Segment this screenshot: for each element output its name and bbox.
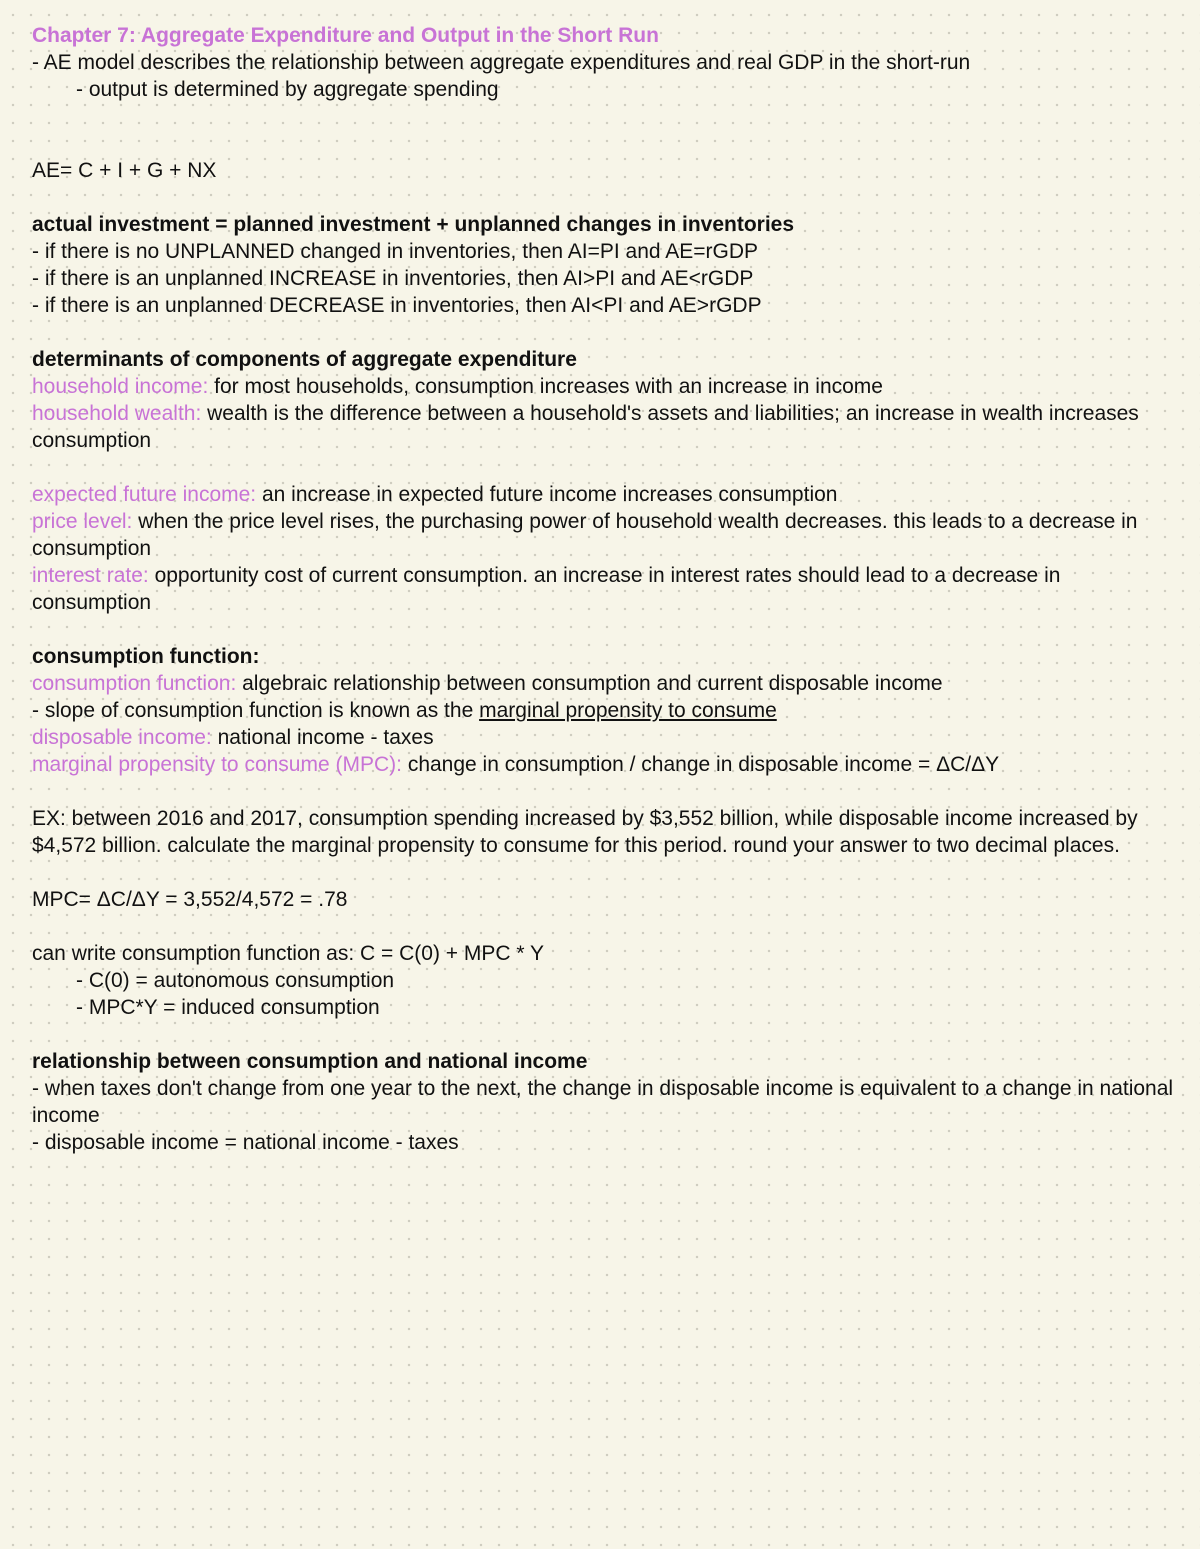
spacer	[32, 913, 1180, 940]
term-definition: when the price level rises, the purchasing power of household wealth decreases. this leads to a decrease in consumption	[32, 510, 1138, 560]
investment-bullet-1: - if there is no UNPLANNED changed in inventories, then AI=PI and AE=rGDP	[32, 240, 759, 263]
mpc-definition	[32, 751, 1180, 778]
term-definition: change in consumption / change in disposable income = ΔC/ΔY	[401, 753, 1000, 776]
intro-line-1: - AE model describes the relationship between aggregate expenditures and real GDP in the short-run	[32, 51, 971, 74]
example-problem: EX: between 2016 and 2017, consumption spending increased by $3,552 billion, while disposable income increased by $4,572 billion. calculate the marginal propensity to consume for this period. round your answer to two decimal places.	[32, 807, 1138, 857]
term-label: disposable income:	[32, 726, 212, 749]
term-label: household income:	[32, 375, 209, 398]
term-definition: opportunity cost of current consumption. an increase in interest rates should lead to a decrease in consumption	[32, 564, 1061, 614]
determinant-price-level	[32, 508, 1180, 562]
term-definition: an increase in expected future income increases consumption	[256, 483, 838, 506]
spacer	[32, 319, 1180, 346]
spacer	[32, 184, 1180, 211]
consumption-function-form: can write consumption function as: C = C(0) + MPC * Y	[32, 942, 544, 965]
slope-line	[32, 697, 1180, 724]
term-definition: for most households, consumption increases with an increase in income	[208, 375, 883, 398]
disposable-income-definition	[32, 724, 1180, 751]
ae-formula: AE= C + I + G + NX	[32, 159, 217, 182]
spacer	[32, 454, 1180, 481]
relationship-bullet-2: - disposable income = national income - taxes	[32, 1131, 459, 1154]
term-label: interest rate:	[32, 564, 149, 587]
spacer	[32, 859, 1180, 886]
term-label: price level:	[32, 510, 133, 533]
autonomous-consumption: - C(0) = autonomous consumption	[76, 969, 395, 992]
term-label: consumption function:	[32, 672, 237, 695]
spacer	[32, 616, 1180, 643]
term-label: household wealth:	[32, 402, 202, 425]
determinant-expected-future-income	[32, 481, 1180, 508]
term-definition: national income - taxes	[211, 726, 434, 749]
spacer	[32, 1021, 1180, 1048]
slope-underlined-term: marginal propensity to consume	[479, 699, 777, 722]
determinants-heading: determinants of components of aggregate expenditure	[32, 348, 577, 371]
slope-prefix: - slope of consumption function is known as the	[32, 699, 480, 722]
spacer	[32, 103, 1180, 157]
term-definition: algebraic relationship between consumption and current disposable income	[236, 672, 943, 695]
determinant-household-wealth	[32, 400, 1180, 454]
intro-line-2: - output is determined by aggregate spending	[76, 78, 499, 101]
term-definition: wealth is the difference between a household's assets and liabilities; an increase in wealth increases consumption	[32, 402, 1139, 452]
consumption-function-definition	[32, 670, 1180, 697]
chapter-title: Chapter 7: Aggregate Expenditure and Output in the Short Run	[32, 24, 659, 47]
relationship-heading: relationship between consumption and national income	[32, 1050, 588, 1073]
determinant-interest-rate	[32, 562, 1180, 616]
investment-heading: actual investment = planned investment + unplanned changes in inventories	[32, 213, 795, 236]
relationship-bullet-1: - when taxes don't change from one year to the next, the change in disposable income is equivalent to a change in national income	[32, 1077, 1174, 1127]
investment-bullet-2: - if there is an unplanned INCREASE in inventories, then AI>PI and AE<rGDP	[32, 267, 754, 290]
term-label: marginal propensity to consume (MPC):	[32, 753, 402, 776]
spacer	[32, 778, 1180, 805]
determinant-household-income	[32, 373, 1180, 400]
term-label: expected future income:	[32, 483, 257, 506]
induced-consumption: - MPC*Y = induced consumption	[76, 996, 380, 1019]
example-answer: MPC= ΔC/ΔY = 3,552/4,572 = .78	[32, 888, 348, 911]
investment-bullet-3: - if there is an unplanned DECREASE in inventories, then AI<PI and AE>rGDP	[32, 294, 762, 317]
consumption-heading: consumption function:	[32, 645, 260, 668]
notes-page	[32, 22, 1180, 1156]
